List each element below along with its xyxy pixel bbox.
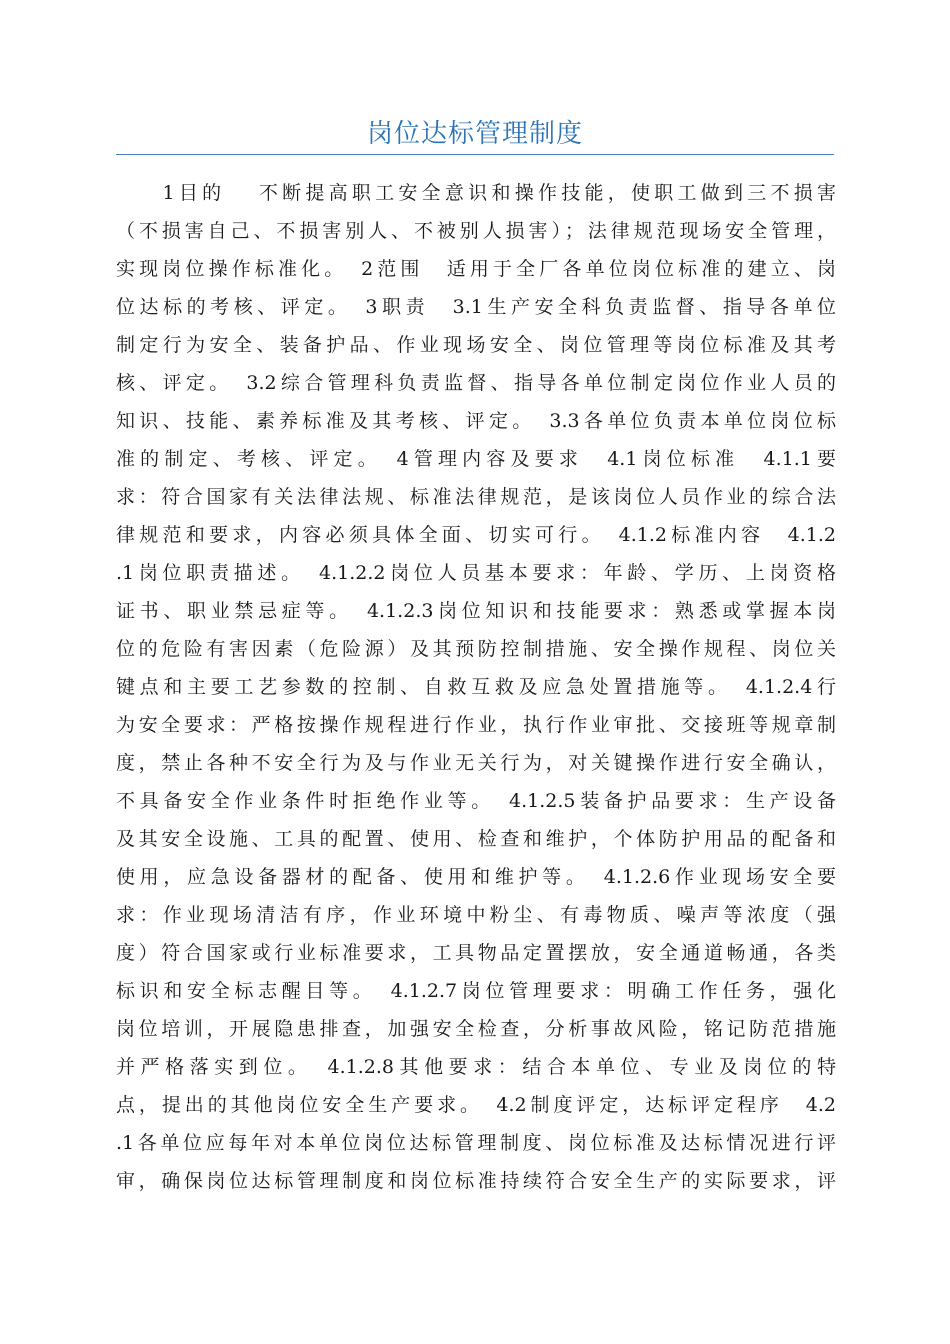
body-line: 核、评定。 3.2综合管理科负责监督、指导各单位制定岗位作业人员的	[116, 372, 836, 394]
body-line: 并严格落实到位。 4.1.2.8其他要求：结合本单位、专业及岗位的特	[116, 1056, 836, 1078]
document-body	[116, 174, 836, 1200]
body-line: 求：符合国家有关法律法规、标准法律规范，是该岗位人员作业的综合法	[116, 486, 836, 508]
body-line: 点，提出的其他岗位安全生产要求。 4.2制度评定，达标评定程序 4.2	[116, 1094, 836, 1116]
title-underline	[116, 154, 834, 155]
body-line: 及其安全设施、工具的配置、使用、检查和维护，个体防护用品的配备和	[116, 828, 836, 850]
body-line: 证书、职业禁忌症等。 4.1.2.3岗位知识和技能要求：熟悉或掌握本岗	[116, 600, 836, 622]
body-line: 为安全要求：严格按操作规程进行作业，执行作业审批、交接班等规章制	[116, 714, 836, 736]
body-line: 求：作业现场清洁有序，作业环境中粉尘、有毒物质、噪声等浓度（强	[116, 904, 836, 926]
body-line: 使用，应急设备器材的配备、使用和维护等。 4.1.2.6作业现场安全要	[116, 866, 836, 888]
body-line: 知识、技能、素养标准及其考核、评定。 3.3各单位负责本单位岗位标	[116, 410, 836, 432]
body-line: 标识和安全标志醒目等。 4.1.2.7岗位管理要求：明确工作任务，强化	[116, 980, 836, 1002]
body-line: （不损害自己、不损害别人、不被别人损害）；法律规范现场安全管理，	[116, 220, 836, 242]
body-line: 位达标的考核、评定。 3职责 3.1生产安全科负责监督、指导各单位	[116, 296, 836, 318]
body-line: 实现岗位操作标准化。 2范围 适用于全厂各单位岗位标准的建立、岗	[116, 258, 836, 280]
body-line: 键点和主要工艺参数的控制、自救互救及应急处置措施等。 4.1.2.4行	[116, 676, 836, 698]
body-line: 准的制定、考核、评定。 4管理内容及要求 4.1岗位标准 4.1.1要	[116, 448, 836, 470]
body-line: 律规范和要求，内容必须具体全面、切实可行。 4.1.2标准内容 4.1.2	[116, 524, 836, 546]
body-line: 制定行为安全、装备护品、作业现场安全、岗位管理等岗位标准及其考	[116, 334, 836, 356]
body-line: 不具备安全作业条件时拒绝作业等。 4.1.2.5装备护品要求：生产设备	[116, 790, 836, 812]
body-line: 度）符合国家或行业标准要求，工具物品定置摆放，安全通道畅通，各类	[116, 942, 836, 964]
body-line: .1各单位应每年对本单位岗位达标管理制度、岗位标准及达标情况进行评	[116, 1132, 836, 1154]
body-line: .1岗位职责描述。 4.1.2.2岗位人员基本要求：年龄、学历、上岗资格	[116, 562, 836, 584]
body-line: 1目的 不断提高职工安全意识和操作技能，使职工做到三不损害	[116, 182, 836, 204]
body-line: 岗位培训，开展隐患排查，加强安全检查，分析事故风险，铭记防范措施	[116, 1018, 836, 1040]
document-title: 岗位达标管理制度	[366, 119, 583, 149]
body-line: 位的危险有害因素（危险源）及其预防控制措施、安全操作规程、岗位关	[116, 638, 836, 660]
body-line: 度，禁止各种不安全行为及与作业无关行为，对关键操作进行安全确认，	[116, 752, 836, 774]
body-line: 审，确保岗位达标管理制度和岗位标准持续符合安全生产的实际要求，评	[116, 1170, 836, 1192]
